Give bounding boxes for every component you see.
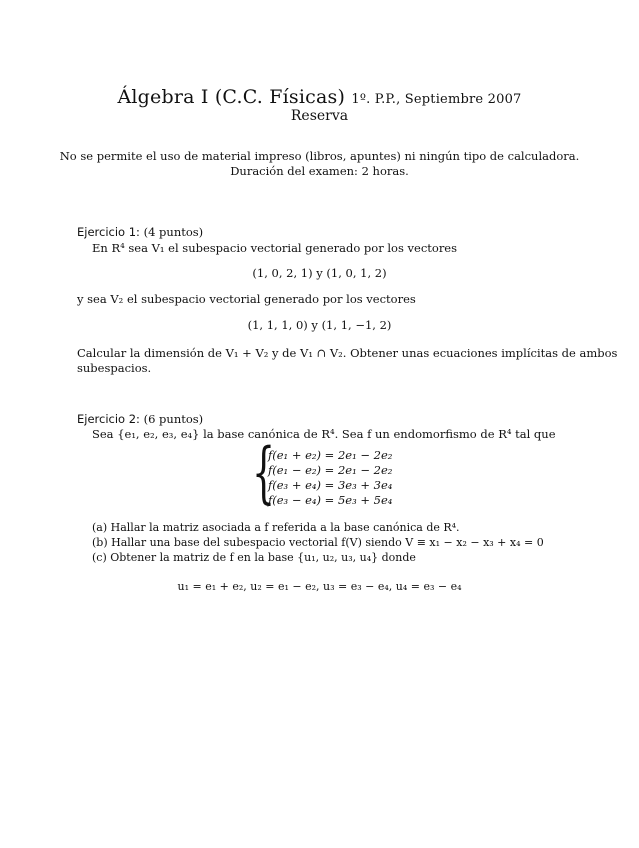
exercise-1-task-line-1: Calcular la dimensión de V₁ + V₂ y de V₁ ∩ V₂. Obtener unas ecuaciones implícitas de ambos [77,346,618,360]
notice-line-2: Duración del examen: 2 horas. [230,164,409,178]
equation-2: f(e₁ − e₂) = 2e₁ − 2e₂ [268,463,393,477]
exercise-1-task-line-2: subespacios. [77,361,152,375]
exercise-1-vectors-v2: (1, 1, 1, 0) y (1, 1, −1, 2) [247,318,392,332]
item-c: (c) Obtener la matriz de f en la base {u₁, u₂, u₃, u₄} donde [92,551,416,564]
basis-definition: u₁ = e₁ + e₂, u₂ = e₁ − e₂, u₃ = e₃ − e₄, u₄ = e₃ − e₄ [177,580,462,593]
notice-line-1: No se permite el uso de material impreso (libros, apuntes) ni ningún tipo de calculadora. [59,149,580,163]
exercise-1-vectors-v1: (1, 0, 2, 1) y (1, 0, 1, 2) [252,266,387,280]
equation-1: f(e₁ + e₂) = 2e₁ − 2e₂ [268,448,393,462]
item-b: (b) Hallar una base del subespacio vectorial f(V) siendo V ≡ x₁ − x₂ − x₃ + x₄ = 0 [92,536,544,549]
exercise-2-points: (6 puntos) [143,412,204,426]
exam-title [0,86,639,108]
title-tail: 1º. P.P., Septiembre 2007 [351,92,522,107]
exercise-2-heading-row [77,412,203,427]
exercise-2-heading: Ejercicio 2: [77,412,140,426]
exam-subtitle: Reserva [290,108,349,124]
exercise-1-intro: En R⁴ sea V₁ el subespacio vectorial generado por los vectores [92,241,458,255]
exercise-1-mid-text: y sea V₂ el subespacio vectorial generado por los vectores [77,292,416,306]
left-brace: { [252,434,276,511]
exercise-1-heading: Ejercicio 1: [77,225,140,239]
equation-3: f(e₃ + e₄) = 3e₃ + 3e₄ [268,478,393,492]
exercise-2-intro: Sea {e₁, e₂, e₃, e₄} la base canónica de R⁴. Sea f un endomorfismo de R⁴ tal que [92,427,556,441]
title-main: Álgebra I (C.C. Físicas) [117,86,346,108]
exercise-1-points: (4 puntos) [143,225,204,239]
exercise-1-heading-row [77,225,203,240]
equation-4: f(e₃ − e₄) = 5e₃ + 5e₄ [268,493,393,507]
item-a: (a) Hallar la matriz asociada a f referida a la base canónica de R⁴. [92,521,460,534]
exam-notice [0,149,639,179]
